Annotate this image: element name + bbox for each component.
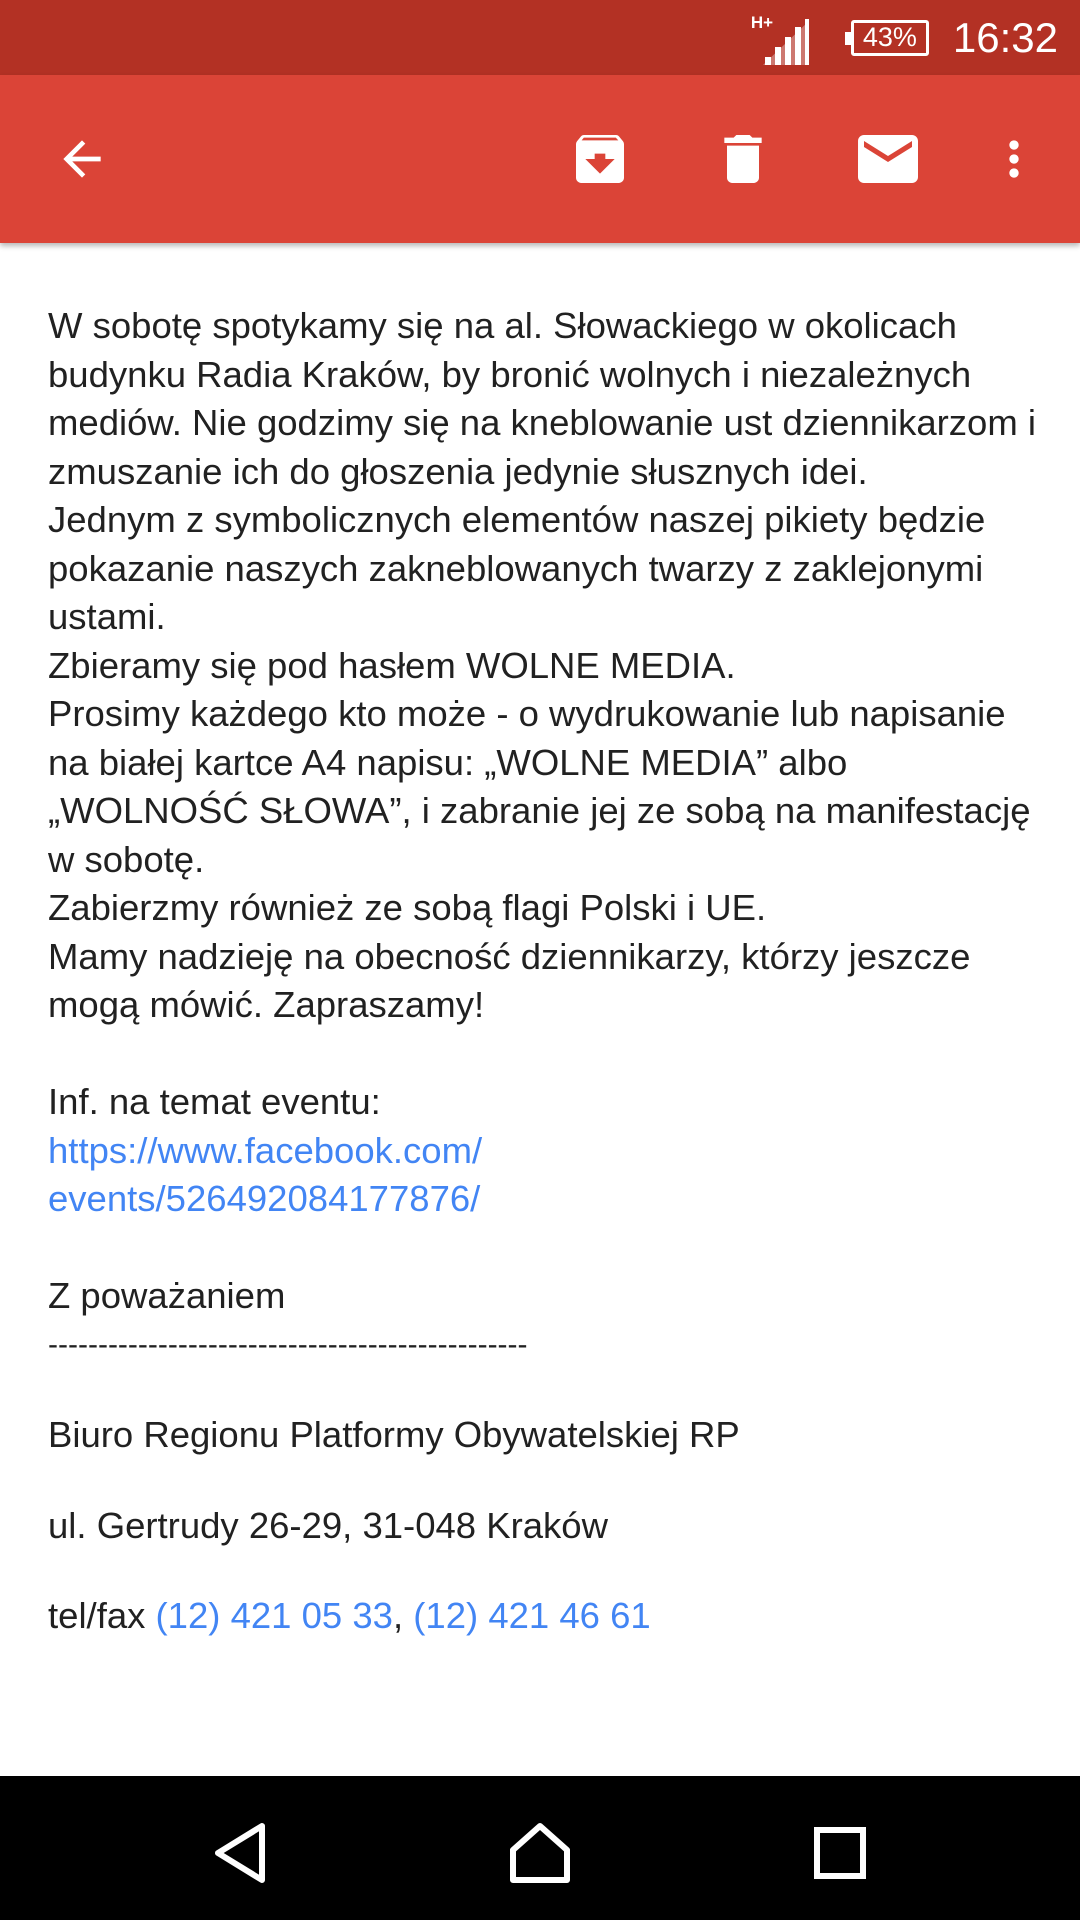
arrow-back-icon	[54, 131, 110, 187]
office-address: ul. Gertrudy 26-29, 31-048 Kraków	[48, 1504, 608, 1546]
nav-recents-icon	[805, 1818, 875, 1888]
archive-button[interactable]	[555, 114, 645, 204]
battery-icon	[851, 20, 929, 56]
message-body	[48, 302, 1048, 1641]
phone-line	[48, 1592, 1048, 1641]
closing-text: Z poważaniem	[48, 1275, 286, 1316]
event-link-part: https://www.facebook.com/	[48, 1129, 483, 1171]
mark-unread-button[interactable]	[843, 114, 933, 204]
navigation-bar	[0, 1776, 1080, 1920]
event-info-label: Inf. na temat eventu:	[48, 1081, 381, 1122]
status-icons	[751, 0, 1058, 75]
signal-icon	[751, 7, 813, 69]
delete-button[interactable]	[698, 114, 788, 204]
clock: 16:32	[952, 13, 1058, 61]
phone-link-1[interactable]: (12) 421 05 33	[155, 1595, 393, 1636]
body-paragraph: Prosimy każdego kto może - o wydrukowanie lub napisanie na białej kartce A4 napisu: „WOLNE MEDIA” albo „WOLNOŚĆ SŁOWA”, i zabranie jej ze sobą na manifestację w sobotę.	[48, 693, 1031, 880]
nav-back-button[interactable]	[196, 1808, 286, 1898]
back-button[interactable]	[37, 114, 127, 204]
body-paragraph: W sobotę spotykamy się na al. Słowackiego w okolicach budynku Radia Kraków, by bronić wolnych i niezależnych mediów. Nie godzimy się na kneblowanie ust dziennikarzom i zmuszanie ich do głoszenia jedynie słusznych idei.	[48, 305, 1037, 492]
body-paragraph: Jednym z symbolicznych elementów naszej pikiety będzie pokazanie naszych zakneblowanych twarzy z zaklejonymi ustami.	[48, 499, 986, 637]
body-paragraph: Zabierzmy również ze sobą flagi Polski i UE.	[48, 887, 767, 928]
event-link[interactable]	[48, 1127, 1048, 1224]
nav-home-icon	[505, 1818, 575, 1888]
mail-icon	[852, 123, 924, 195]
event-link-part: events/526492084177876/	[48, 1178, 481, 1219]
network-type-label: H+	[750, 12, 774, 32]
body-paragraph: Mamy nadzieję na obecność dziennikarzy, którzy jeszcze mogą mówić. Zapraszamy!	[48, 935, 971, 1025]
more-options-button[interactable]	[969, 114, 1059, 204]
phone-separator: ,	[392, 1595, 414, 1636]
app-toolbar	[0, 75, 1080, 243]
office-name: Biuro Regionu Platformy Obywatelskiej RP	[48, 1414, 740, 1455]
signature-separator: ------------------------------------------------	[48, 1327, 528, 1361]
tel-label: tel/fax	[48, 1595, 156, 1636]
status-bar	[0, 0, 1080, 75]
trash-icon	[711, 127, 775, 191]
nav-home-button[interactable]	[495, 1808, 585, 1898]
archive-icon	[568, 127, 632, 191]
phone-link-2[interactable]: (12) 421 46 61	[413, 1595, 651, 1636]
more-vert-icon	[986, 131, 1042, 187]
battery-level: 43%	[862, 22, 917, 52]
nav-back-icon	[206, 1818, 276, 1888]
nav-recents-button[interactable]	[795, 1808, 885, 1898]
body-paragraph: Zbieramy się pod hasłem WOLNE MEDIA.	[48, 644, 736, 686]
